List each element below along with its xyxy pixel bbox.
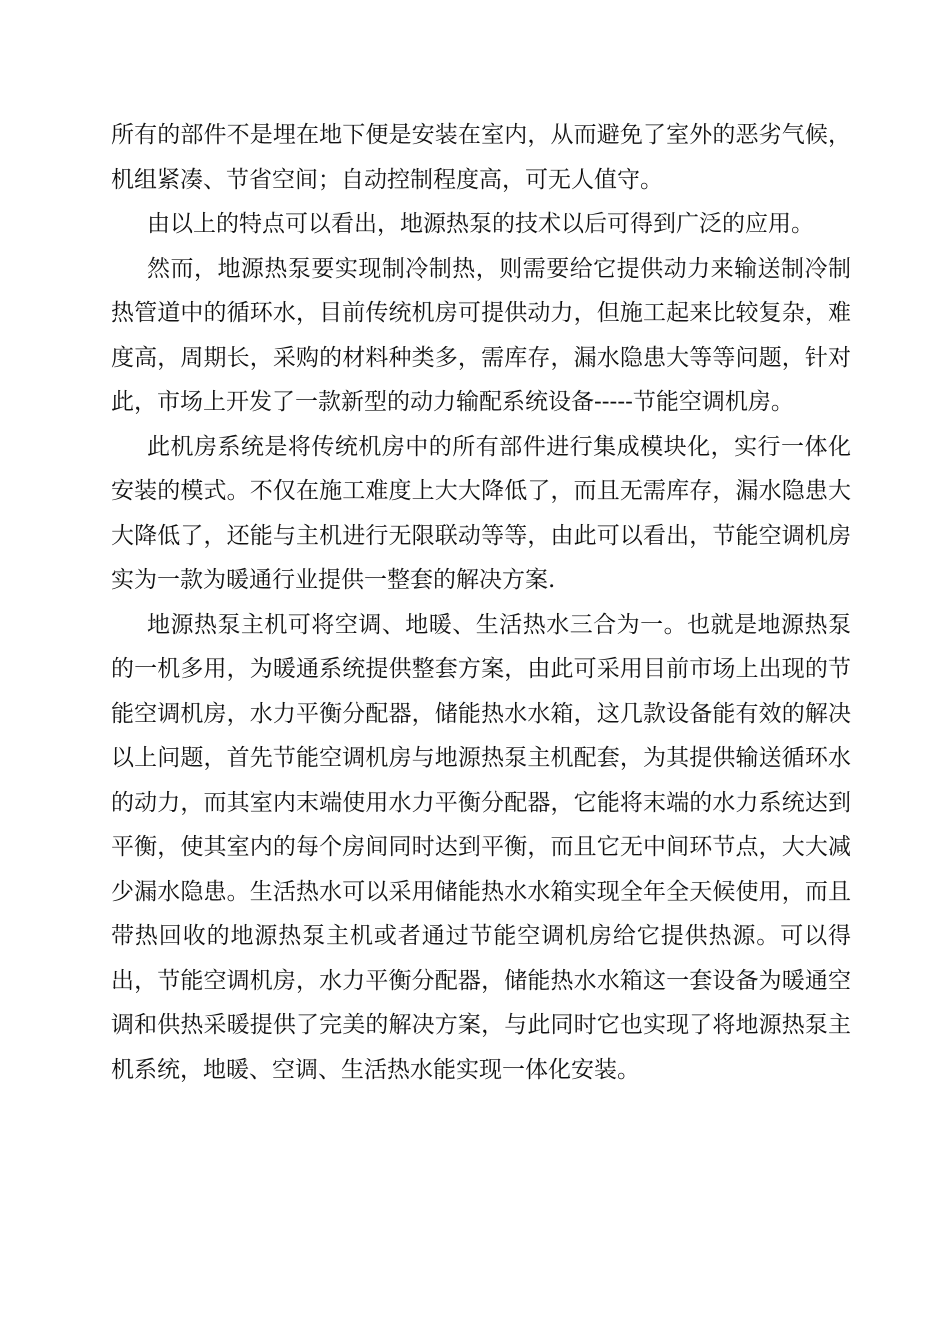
- paragraph-3: 然而，地源热泵要实现制冷制热，则需要给它提供动力来输送制冷制热管道中的循环水，目前传统机房可提供动力，但施工起来比较复杂，难度高，周期长，采购的材料种类多，需库存，漏水隐患大等等问题，针对此，市场上开发了一款新型的动力输配系统设备-----节能空调机房。: [111, 255, 851, 415]
- paragraph-2: 由以上的特点可以看出，地源热泵的技术以后可得到广泛的应用。: [147, 211, 814, 237]
- paragraph-1: 所有的部件不是埋在地下便是安装在室内，从而避免了室外的恶劣气候，机组紧凑、节省空间；自动控制程度高，可无人值守。: [111, 122, 851, 193]
- document-page: [111, 113, 851, 1092]
- paragraph-4: 此机房系统是将传统机房中的所有部件进行集成模块化，实行一体化安装的模式。不仅在施工难度上大大降低了，而且无需库存，漏水隐患大大降低了，还能与主机进行无限联动等等，由此可以看出，节能空调机房实为一款为暖通行业提供一整套的解决方案.: [111, 433, 851, 593]
- paragraph-5: 地源热泵主机可将空调、地暖、生活热水三合为一。也就是地源热泵的一机多用，为暖通系统提供整套方案，由此可采用目前市场上出现的节能空调机房，水力平衡分配器，储能热水水箱，这几款设备能有效的解决以上问题，首先节能空调机房与地源热泵主机配套，为其提供输送循环水的动力，而其室内末端使用水力平衡分配器，它能将末端的水力系统达到平衡，使其室内的每个房间同时达到平衡，而且它无中间环节点，大大减少漏水隐患。生活热水可以采用储能热水水箱实现全年全天候使用，而且带热回收的地源热泵主机或者通过节能空调机房给它提供热源。可以得出，节能空调机房，水力平衡分配器，储能热水水箱这一套设备为暖通空调和供热采暖提供了完美的解决方案，与此同时它也实现了将地源热泵主机系统，地暖、空调、生活热水能实现一体化安装。: [111, 611, 851, 1083]
